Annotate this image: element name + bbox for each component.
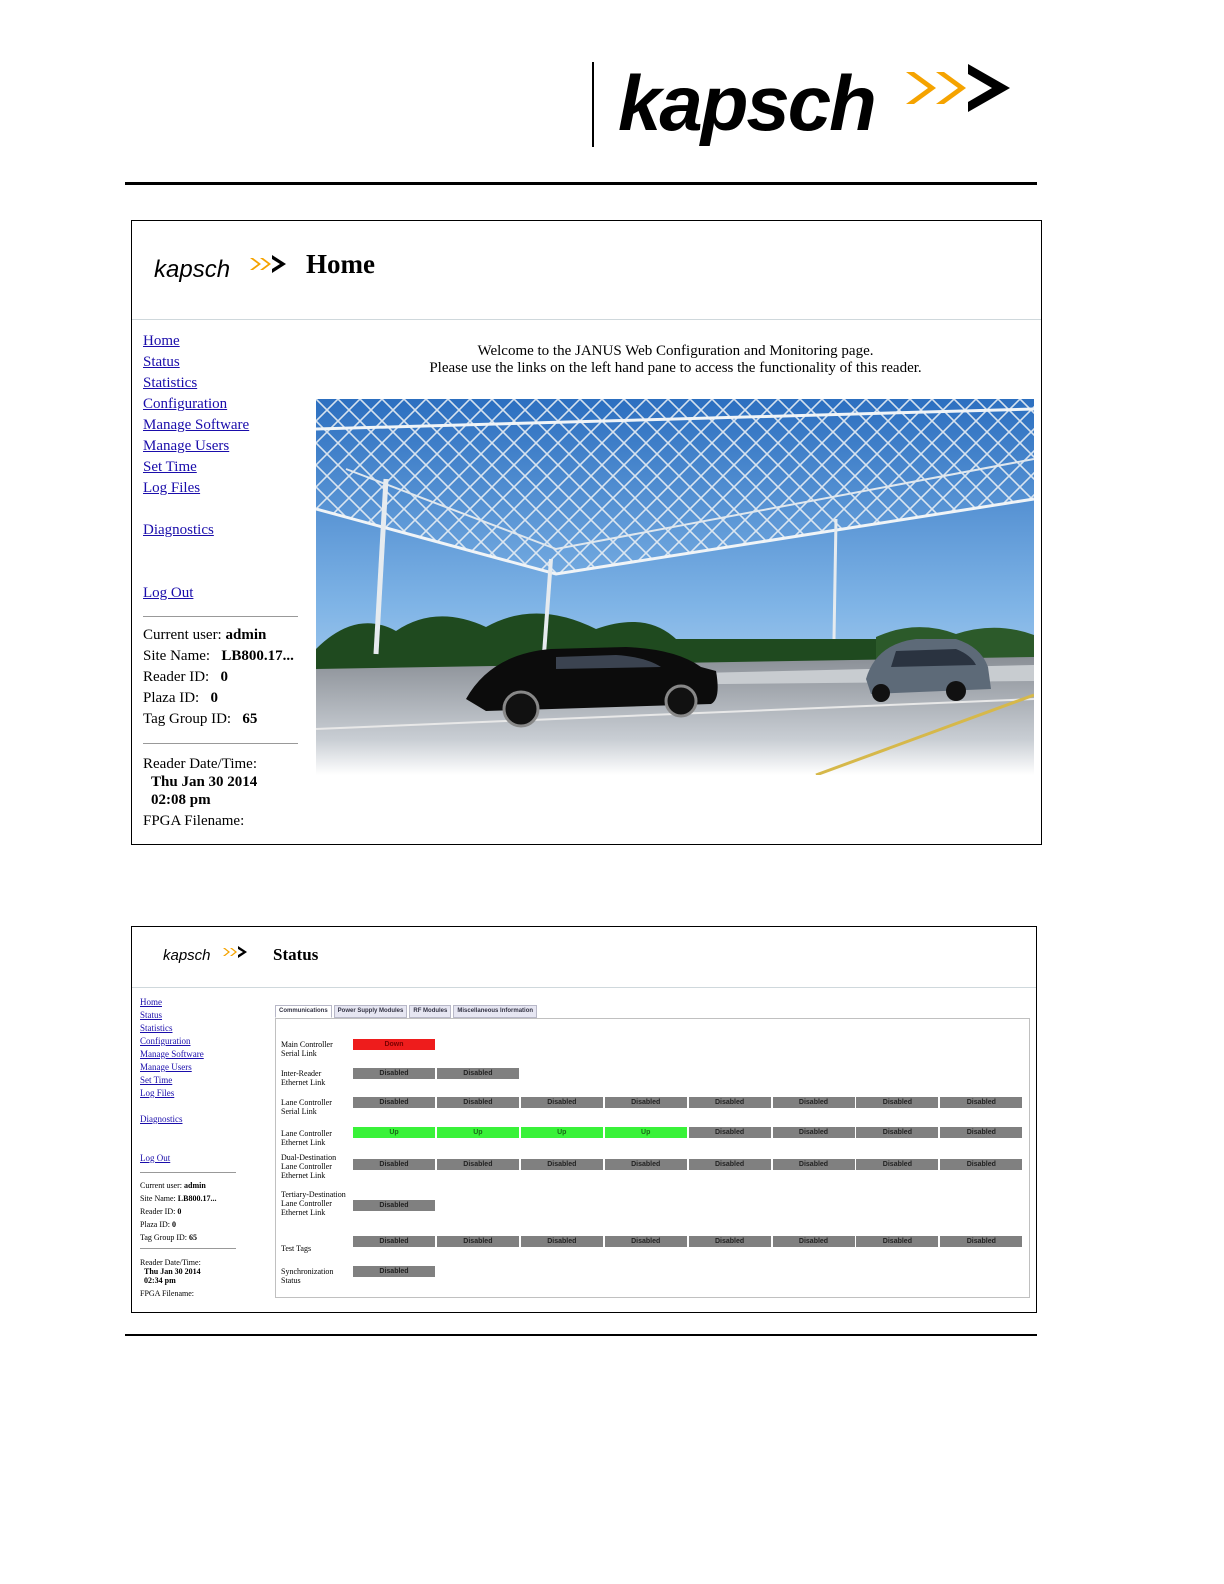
row-label: Lane Controller Ethernet Link [281, 1129, 332, 1147]
status-cell-dis: Disabled [353, 1200, 435, 1211]
nav-link-manage-users[interactable]: Manage Users [140, 1062, 192, 1072]
welcome-message: Welcome to the JANUS Web Configuration and Monitoring page. Please use the links on the left hand pane to access the functionality of this reader. [429, 343, 922, 376]
status-cell-dis: Disabled [353, 1097, 435, 1108]
nav-link-home[interactable]: Home [140, 997, 162, 1007]
svg-text:kapsch: kapsch [163, 947, 211, 964]
tab-rf-modules[interactable]: RF Modules [409, 1005, 451, 1018]
communications-panel [275, 1018, 1030, 1298]
home-sidebar-nav [143, 331, 303, 604]
fpga-filename-label: FPGA Filename: [140, 1289, 195, 1298]
row-label: Main Controller Serial Link [281, 1040, 333, 1058]
status-cell-dis: Disabled [689, 1236, 771, 1247]
status-cell-dis: Disabled [521, 1236, 603, 1247]
status-cell-dis: Disabled [437, 1097, 519, 1108]
status-cell-dis: Disabled [353, 1068, 435, 1079]
reader-datetime: Reader Date/Time: Thu Jan 30 2014 02:34 pm FPGA Filename: [140, 1258, 201, 1298]
nav-link-set-time[interactable]: Set Time [140, 1075, 173, 1085]
row-label: Lane Controller Serial Link [281, 1098, 332, 1116]
current-user-row: Current user: admin [143, 627, 267, 643]
nav-link-diagnostics[interactable]: Diagnostics [143, 522, 214, 538]
status-cell-dis: Disabled [856, 1236, 938, 1247]
kapsch-logo-small [154, 249, 294, 285]
row-label: Inter-Reader Ethernet Link [281, 1069, 326, 1087]
status-cell-dis: Disabled [773, 1236, 855, 1247]
home-screenshot [131, 220, 1042, 845]
tab-communications[interactable]: Communications [275, 1005, 332, 1018]
tab-miscellaneous-information[interactable]: Miscellaneous Information [453, 1005, 537, 1018]
nav-link-manage-users[interactable]: Manage Users [143, 438, 230, 454]
status-cell-dis: Disabled [353, 1159, 435, 1170]
status-cell-dis: Disabled [856, 1127, 938, 1138]
sidebar-separator [143, 743, 298, 744]
status-cell-dis: Disabled [521, 1159, 603, 1170]
reader-id-row: Reader ID: 0 [143, 669, 228, 685]
plaza-id-row: Plaza ID: 0 [140, 1220, 176, 1229]
status-cell-dis: Disabled [773, 1127, 855, 1138]
fpga-filename-label: FPGA Filename: [143, 813, 245, 829]
status-cell-up: Up [605, 1127, 687, 1138]
nav-link-manage-software[interactable]: Manage Software [143, 417, 250, 433]
nav-link-status[interactable]: Status [140, 1010, 163, 1020]
page-title: Home [306, 249, 375, 279]
status-cell-dis: Disabled [605, 1159, 687, 1170]
reader-id-row: Reader ID: 0 [140, 1207, 182, 1216]
plaza-id-row: Plaza ID: 0 [143, 690, 218, 706]
nav-link-status[interactable]: Status [143, 354, 180, 370]
status-tabs [275, 1005, 539, 1018]
status-cell-dis: Disabled [856, 1159, 938, 1170]
row-label: Dual-Destination Lane Controller Ethernet Link [281, 1153, 337, 1180]
site-name-row: Site Name: LB800.17... [140, 1194, 217, 1203]
header-divider [592, 62, 594, 147]
sidebar-separator [140, 1172, 236, 1173]
page-title: Status [273, 945, 319, 964]
nav-link-log-out[interactable]: Log Out [140, 1153, 171, 1163]
svg-text:kapsch: kapsch [154, 256, 231, 283]
nav-link-statistics[interactable]: Statistics [140, 1023, 173, 1033]
status-cell-dis: Disabled [940, 1159, 1022, 1170]
row-label: Test Tags [281, 1244, 312, 1253]
nav-link-configuration[interactable]: Configuration [143, 396, 228, 412]
status-cell-dis: Disabled [940, 1097, 1022, 1108]
status-cell-dis: Disabled [940, 1236, 1022, 1247]
reader-date: Thu Jan 30 2014 [151, 774, 258, 790]
svg-text:kapsch: kapsch [618, 59, 875, 147]
status-cell-dis: Disabled [605, 1097, 687, 1108]
tag-group-row: Tag Group ID: 65 [143, 711, 258, 727]
nav-link-configuration[interactable]: Configuration [140, 1036, 191, 1046]
nav-link-log-files[interactable]: Log Files [143, 480, 201, 496]
status-cell-up: Up [353, 1127, 435, 1138]
header-rule [132, 987, 1036, 988]
status-screenshot [131, 926, 1037, 1313]
home-header [132, 221, 1041, 320]
reader-info [140, 1179, 216, 1244]
status-cell-dis: Disabled [437, 1236, 519, 1247]
bottom-rule [125, 1334, 1037, 1336]
top-rule [125, 182, 1037, 185]
status-cell-down: Down [353, 1039, 435, 1050]
status-cell-dis: Disabled [437, 1068, 519, 1079]
nav-link-set-time[interactable]: Set Time [143, 459, 197, 475]
kapsch-logo [618, 58, 1028, 148]
nav-link-manage-software[interactable]: Manage Software [140, 1049, 204, 1059]
reader-date: Thu Jan 30 2014 [144, 1267, 201, 1276]
row-label: Synchronization Status [281, 1267, 334, 1285]
status-cell-dis: Disabled [521, 1097, 603, 1108]
status-cell-dis: Disabled [605, 1236, 687, 1247]
status-cell-dis: Disabled [773, 1159, 855, 1170]
status-cell-dis: Disabled [856, 1097, 938, 1108]
status-cell-up: Up [437, 1127, 519, 1138]
status-cell-dis: Disabled [689, 1127, 771, 1138]
nav-link-log-files[interactable]: Log Files [140, 1088, 175, 1098]
reader-datetime: Reader Date/Time: Thu Jan 30 2014 02:08 pm FPGA Filename: [143, 756, 258, 829]
nav-link-statistics[interactable]: Statistics [143, 375, 198, 391]
current-user-row: Current user: admin [140, 1181, 206, 1190]
kapsch-logo-small [163, 943, 253, 965]
reader-info [143, 625, 294, 730]
status-cell-dis: Disabled [689, 1097, 771, 1108]
status-cell-dis: Disabled [437, 1159, 519, 1170]
status-cell-dis: Disabled [940, 1127, 1022, 1138]
reader-time: 02:08 pm [151, 792, 211, 808]
sidebar-separator [143, 616, 298, 617]
status-cell-dis: Disabled [353, 1236, 435, 1247]
reader-time: 02:34 pm [144, 1276, 176, 1285]
status-cell-dis: Disabled [353, 1266, 435, 1277]
toll-gantry-photo [316, 399, 1034, 775]
site-name-row: Site Name: LB800.17... [143, 648, 294, 664]
nav-link-log-out[interactable]: Log Out [143, 585, 194, 601]
tab-power-supply-modules[interactable]: Power Supply Modules [334, 1005, 408, 1018]
status-sidebar-nav [140, 996, 240, 1165]
tag-group-row: Tag Group ID: 65 [140, 1233, 197, 1242]
sidebar-separator [140, 1248, 236, 1249]
row-label: Tertiary-Destination Lane Controller Ethernet Link [281, 1190, 346, 1217]
status-cell-up: Up [521, 1127, 603, 1138]
nav-link-diagnostics[interactable]: Diagnostics [140, 1114, 183, 1124]
nav-link-home[interactable]: Home [143, 333, 180, 349]
status-cell-dis: Disabled [689, 1159, 771, 1170]
status-cell-dis: Disabled [773, 1097, 855, 1108]
